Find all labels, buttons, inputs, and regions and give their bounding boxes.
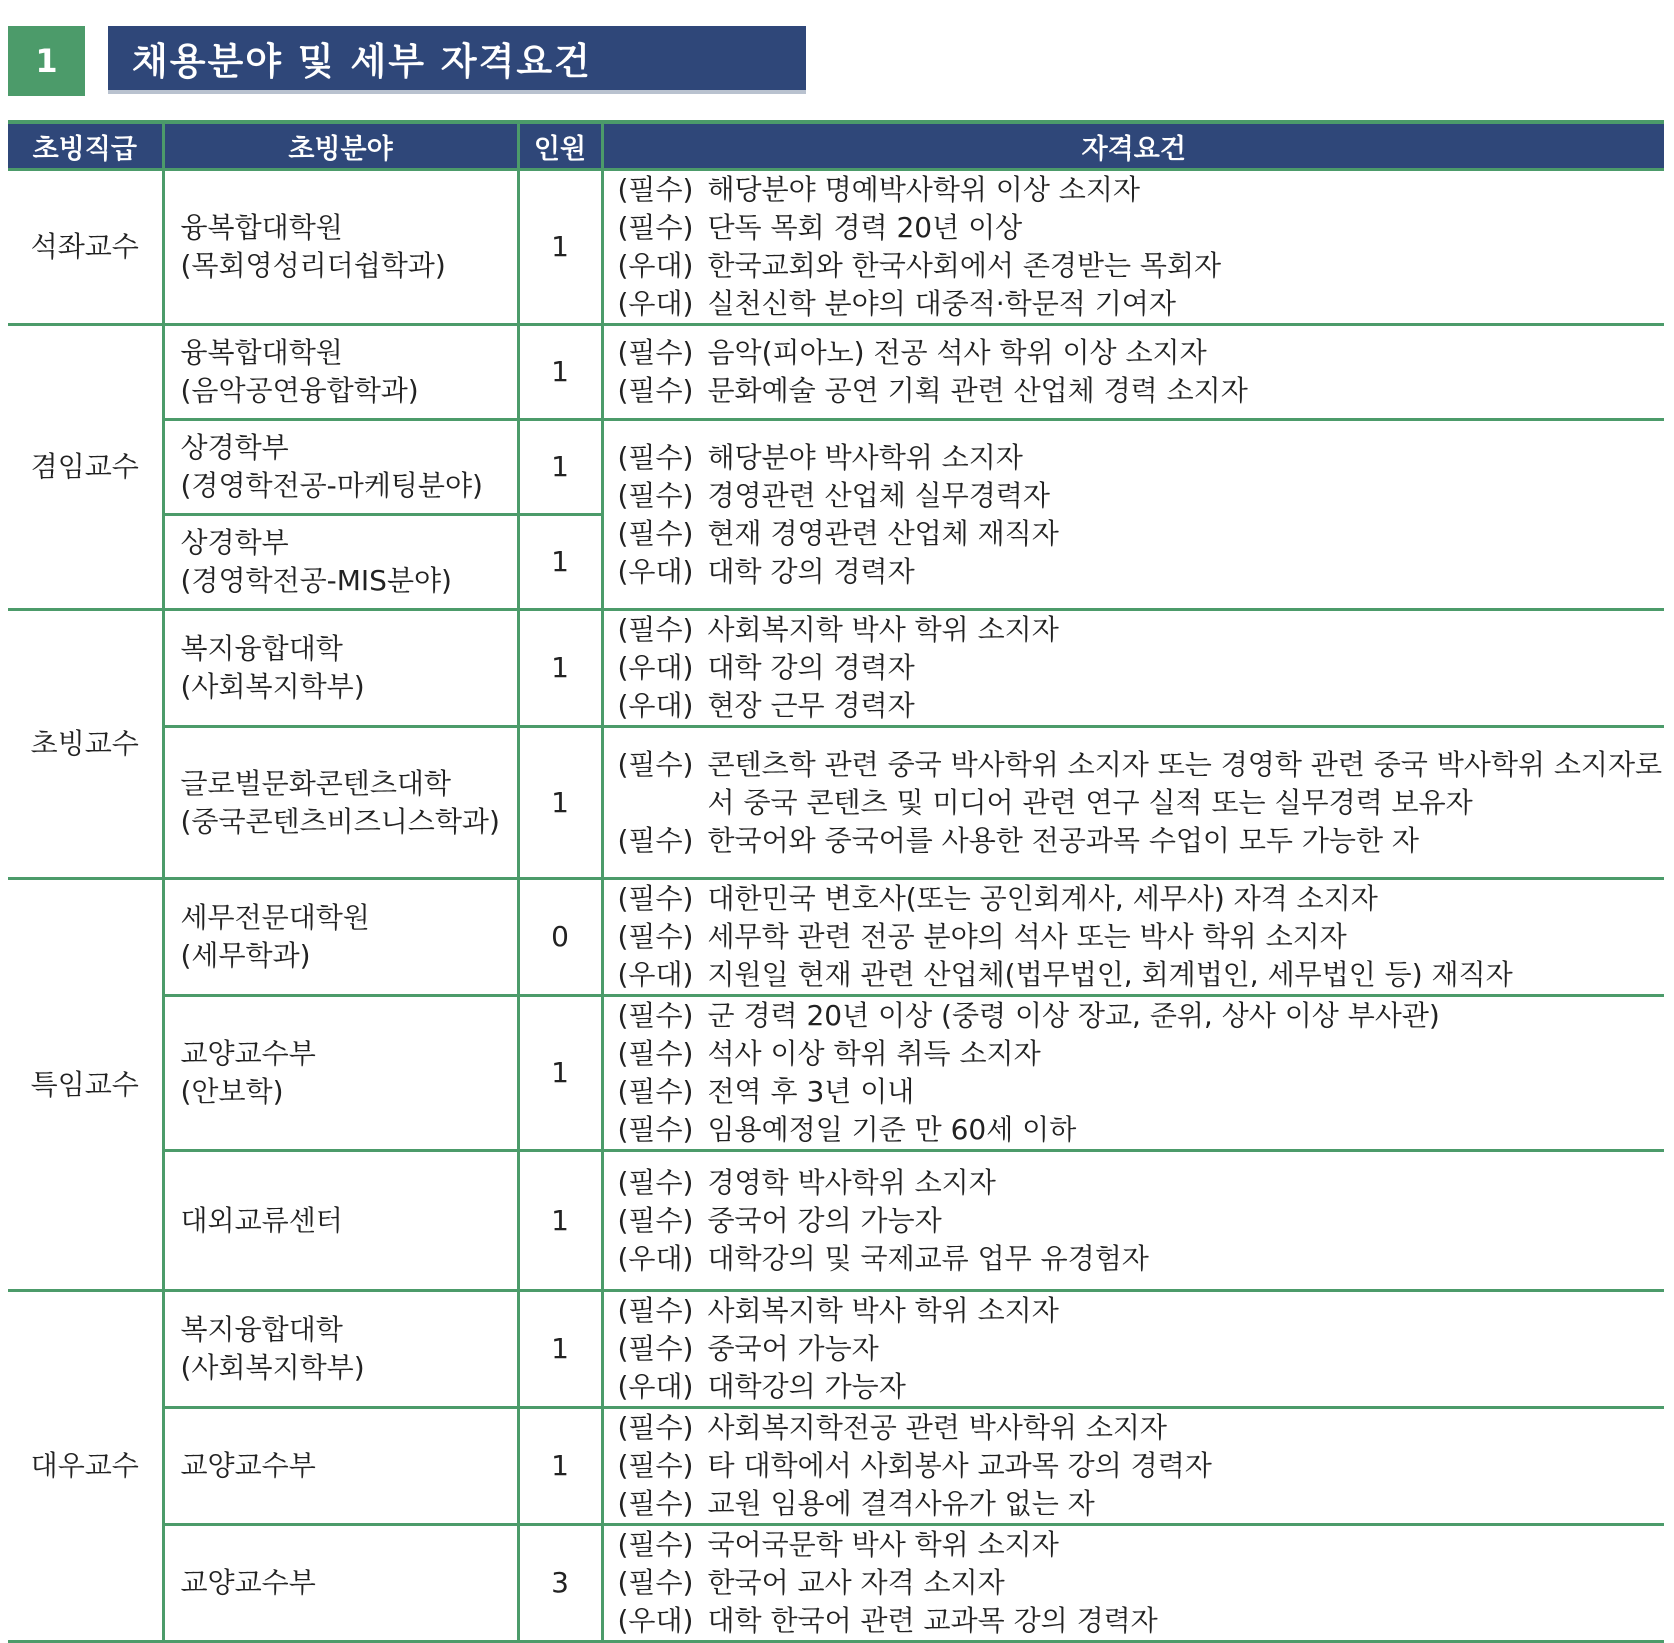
qual-text: 현재 경영관련 산업체 재직자 (707, 516, 1059, 550)
table-row (8, 1408, 1664, 1525)
qualification-cell (602, 420, 1664, 610)
qualification-item (618, 1240, 1665, 1278)
qual-tag: (필수) (617, 920, 694, 953)
qualification-item (618, 1111, 1665, 1149)
qualification-item (618, 209, 1665, 247)
qualification-item (618, 1330, 1665, 1368)
count-cell: 1 (518, 420, 602, 515)
qual-text: 문화예술 공연 기획 관련 산업체 경력 소지자 (707, 374, 1248, 407)
requirements-table (8, 120, 1664, 1643)
qualification-cell (602, 996, 1664, 1151)
section-title-bar (8, 26, 808, 98)
qual-tag: (필수) (617, 374, 694, 407)
qualification-item (618, 171, 1665, 209)
field-line: 상경학부 (180, 526, 289, 559)
qual-tag: (우대) (617, 958, 694, 991)
table-row (8, 1525, 1664, 1642)
qual-text: 한국어 교사 자격 소지자 (707, 1566, 1005, 1599)
field-line: (사회복지학부) (180, 670, 365, 703)
qual-text: 임용예정일 기준 만 60세 이하 (707, 1113, 1077, 1146)
qual-tag: (필수) (617, 1528, 694, 1561)
header-qualifications: 자격요건 (602, 122, 1664, 170)
qual-text: 사회복지학 박사 학위 소지자 (707, 1294, 1059, 1327)
qual-text: 중국어 강의 가능자 (707, 1203, 942, 1237)
qual-text: 세무학 관련 전공 분야의 석사 또는 박사 학위 소지자 (707, 920, 1347, 953)
qualification-item (618, 515, 1665, 553)
count-cell: 1 (518, 515, 602, 610)
qualification-item (618, 649, 1665, 687)
table-row (8, 420, 1664, 515)
qual-tag: (우대) (617, 1370, 694, 1403)
count-cell: 1 (518, 1408, 602, 1525)
qual-text: 교원 임용에 결격사유가 없는 자 (707, 1487, 1095, 1520)
qual-tag: (필수) (617, 882, 694, 915)
qualification-item (618, 439, 1665, 477)
qual-tag: (우대) (617, 1604, 694, 1637)
qualification-cell (602, 1151, 1664, 1291)
field-line: (세무학과) (180, 939, 311, 972)
qual-tag: (우대) (617, 689, 694, 722)
qualification-item (618, 247, 1665, 285)
qualification-item (618, 1409, 1665, 1447)
count-cell: 0 (518, 879, 602, 996)
field-line: (목회영성리더쉽학과) (180, 249, 446, 282)
qual-tag: (우대) (617, 287, 694, 320)
qual-tag: (필수) (617, 336, 694, 369)
qual-tag: (필수) (617, 1566, 694, 1599)
table-row (8, 170, 1664, 325)
qual-tag: (필수) (617, 478, 694, 512)
qual-tag: (필수) (617, 1294, 694, 1327)
qual-tag: (우대) (617, 1241, 694, 1275)
header-rank: 초빙직급 (8, 122, 163, 170)
qual-text: 군 경력 20년 이상 (중령 이상 장교, 준위, 상사 이상 부사관) (707, 999, 1440, 1032)
count-cell: 1 (518, 325, 602, 420)
field-line: 복지융합대학 (180, 632, 343, 665)
qualification-item (618, 1202, 1665, 1240)
qualification-item (618, 1164, 1665, 1202)
count-cell: 1 (518, 996, 602, 1151)
rank-cell: 석좌교수 (8, 170, 163, 325)
qual-tag: (필수) (617, 1449, 694, 1482)
qualification-item (618, 1564, 1665, 1602)
qual-text: 대한민국 변호사(또는 공인회계사, 세무사) 자격 소지자 (707, 882, 1378, 915)
field-cell (163, 610, 518, 727)
field-cell (163, 325, 518, 420)
qual-text: 경영관련 산업체 실무경력자 (707, 478, 1050, 512)
field-line: 세무전문대학원 (180, 901, 370, 934)
field-line: 융복합대학원 (180, 336, 343, 369)
header-count: 인원 (518, 122, 602, 170)
qualification-cell (602, 1291, 1664, 1408)
qual-text: 국어국문학 박사 학위 소지자 (707, 1528, 1059, 1561)
qualification-item (618, 477, 1665, 515)
count-cell: 1 (518, 1151, 602, 1291)
qualification-item (618, 1485, 1665, 1523)
qualification-cell (602, 325, 1664, 420)
count-cell: 1 (518, 727, 602, 879)
field-line: (사회복지학부) (180, 1351, 365, 1384)
qual-tag: (필수) (617, 823, 694, 857)
qual-tag: (필수) (617, 440, 694, 474)
qual-text: 사회복지학전공 관련 박사학위 소지자 (707, 1411, 1167, 1444)
qual-text: 한국어와 중국어를 사용한 전공과목 수업이 모두 가능한 자 (707, 823, 1419, 857)
qual-tag: (필수) (617, 1332, 694, 1365)
qual-tag: (우대) (617, 651, 694, 684)
qualification-cell (602, 1408, 1664, 1525)
table-row (8, 325, 1664, 420)
rank-cell: 겸임교수 (8, 325, 163, 610)
table-row (8, 1151, 1664, 1291)
qual-text: 대학강의 가능자 (707, 1370, 906, 1403)
count-cell: 1 (518, 170, 602, 325)
field-cell (163, 1408, 518, 1525)
qualification-item (618, 553, 1665, 591)
table-row (8, 996, 1664, 1151)
field-cell (163, 879, 518, 996)
qualification-item (618, 1073, 1665, 1111)
qualification-item (618, 334, 1665, 372)
field-line: (안보학) (180, 1075, 284, 1108)
field-line: 교양교수부 (180, 1037, 316, 1070)
qualification-item (618, 1368, 1665, 1406)
section-number: 1 (8, 26, 85, 96)
qual-text: 사회복지학 박사 학위 소지자 (707, 613, 1059, 646)
qual-tag: (우대) (617, 249, 694, 282)
qual-text: 타 대학에서 사회봉사 교과목 강의 경력자 (707, 1449, 1212, 1482)
qualification-item (618, 372, 1665, 410)
qual-tag: (필수) (617, 747, 694, 781)
qual-tag: (필수) (617, 516, 694, 550)
qual-text: 해당분야 명예박사학위 이상 소지자 (707, 173, 1140, 206)
field-cell (163, 1291, 518, 1408)
field-line: (음악공연융합학과) (180, 374, 419, 407)
qual-tag: (필수) (617, 1075, 694, 1108)
qual-text: 전역 후 3년 이내 (707, 1075, 915, 1108)
rank-cell: 대우교수 (8, 1291, 163, 1642)
qualification-item (618, 997, 1665, 1035)
qualification-item (618, 687, 1665, 725)
field-line: (중국콘텐츠비즈니스학과) (180, 804, 500, 838)
qualification-item (618, 1526, 1665, 1564)
field-line: 복지융합대학 (180, 1313, 343, 1346)
field-cell (163, 996, 518, 1151)
qualification-item (618, 746, 1665, 822)
qual-text: 대학 강의 경력자 (707, 651, 915, 684)
qual-tag: (필수) (617, 173, 694, 206)
field-cell (163, 515, 518, 610)
qual-text: 대학 강의 경력자 (707, 554, 915, 588)
qual-tag: (필수) (617, 1165, 694, 1199)
qualification-item (618, 822, 1665, 860)
qualification-cell (602, 727, 1664, 879)
qualification-item (618, 1447, 1665, 1485)
qual-text: 지원일 현재 관련 산업체(법무법인, 회계법인, 세무법인 등) 재직자 (707, 958, 1513, 991)
header-field: 초빙분야 (163, 122, 518, 170)
field-line: (경영학전공-마케팅분야) (180, 469, 483, 502)
field-line: 대외교류센터 (180, 1203, 343, 1237)
field-line: 교양교수부 (180, 1566, 316, 1599)
qual-tag: (필수) (617, 1487, 694, 1520)
qualification-item (618, 1035, 1665, 1073)
qual-text: 해당분야 박사학위 소지자 (707, 440, 1023, 474)
count-cell: 1 (518, 610, 602, 727)
qual-tag: (필수) (617, 1113, 694, 1146)
qual-text: 현장 근무 경력자 (707, 689, 915, 722)
qual-text: 단독 목회 경력 20년 이상 (707, 211, 1023, 244)
table-row (8, 879, 1664, 996)
field-cell (163, 170, 518, 325)
qual-tag: (필수) (617, 1411, 694, 1444)
section-title: 채용분야 및 세부 자격요건 (108, 26, 806, 94)
field-cell (163, 420, 518, 515)
table-row (8, 727, 1664, 879)
field-line: 글로벌문화콘텐츠대학 (180, 766, 451, 800)
qualification-item (618, 611, 1665, 649)
qual-text: 음악(피아노) 전공 석사 학위 이상 소지자 (707, 336, 1207, 369)
table-row (8, 610, 1664, 727)
field-cell (163, 1525, 518, 1642)
qual-text: 대학 한국어 관련 교과목 강의 경력자 (707, 1604, 1158, 1637)
table-row (8, 1291, 1664, 1408)
qualification-cell (602, 1525, 1664, 1642)
qual-text: 경영학 박사학위 소지자 (707, 1165, 996, 1199)
qual-tag: (필수) (617, 1203, 694, 1237)
qualification-cell (602, 610, 1664, 727)
count-cell: 1 (518, 1291, 602, 1408)
qual-text: 중국어 가능자 (707, 1332, 879, 1365)
qual-tag: (필수) (617, 999, 694, 1032)
qual-text: 실천신학 분야의 대중적·학문적 기여자 (707, 287, 1176, 320)
qualification-item (618, 918, 1665, 956)
field-cell (163, 1151, 518, 1291)
qual-tag: (우대) (617, 554, 694, 588)
qual-text: 콘텐츠학 관련 중국 박사학위 소지자 또는 경영학 관련 중국 박사학위 소지자로서 중국 콘텐츠 및 미디어 관련 연구 실적 또는 실무경력 보유자 (707, 747, 1663, 819)
field-line: (경영학전공-MIS분야) (180, 564, 452, 597)
qualification-item (618, 880, 1665, 918)
qualification-item (618, 1602, 1665, 1640)
qual-tag: (필수) (617, 211, 694, 244)
qualification-item (618, 956, 1665, 994)
rank-cell: 초빙교수 (8, 610, 163, 879)
qualification-cell (602, 170, 1664, 325)
qual-text: 대학강의 및 국제교류 업무 유경험자 (707, 1241, 1149, 1275)
qualification-cell (602, 879, 1664, 996)
rank-cell: 특임교수 (8, 879, 163, 1291)
qual-tag: (필수) (617, 1037, 694, 1070)
table-header-row (8, 122, 1664, 170)
qualification-item (618, 285, 1665, 323)
field-line: 융복합대학원 (180, 211, 343, 244)
qual-tag: (필수) (617, 613, 694, 646)
qualification-item (618, 1292, 1665, 1330)
field-cell (163, 727, 518, 879)
qual-text: 석사 이상 학위 취득 소지자 (707, 1037, 1041, 1070)
field-line: 교양교수부 (180, 1449, 316, 1482)
count-cell: 3 (518, 1525, 602, 1642)
field-line: 상경학부 (180, 431, 289, 464)
qual-text: 한국교회와 한국사회에서 존경받는 목회자 (707, 249, 1222, 282)
